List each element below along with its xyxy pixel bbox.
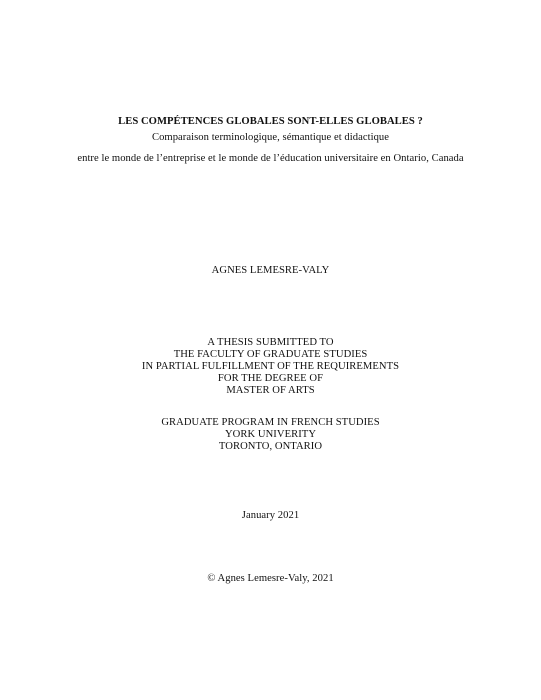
- program-line-3: TORONTO, ONTARIO: [218, 441, 323, 452]
- program-line-2: YORK UNIVERITY: [224, 429, 317, 440]
- thesis-title: LES COMPÉTENCES GLOBALES SONT-ELLES GLOBALES ?: [118, 116, 423, 127]
- thesis-subtitle-line-1: Comparaison terminologique, sémantique et didactique: [151, 132, 390, 143]
- copyright-notice: © Agnes Lemesre-Valy, 2021: [207, 573, 334, 584]
- program-line-1: GRADUATE PROGRAM IN FRENCH STUDIES: [161, 417, 380, 428]
- submission-date: January 2021: [241, 510, 300, 521]
- submission-line-2: THE FACULTY OF GRADUATE STUDIES: [173, 349, 368, 360]
- submission-line-3: IN PARTIAL FULFILLMENT OF THE REQUIREMENTS: [141, 361, 400, 372]
- submission-line-5: MASTER OF ARTS: [226, 385, 315, 396]
- thesis-subtitle-line-2: entre le monde de l’entreprise et le monde de l’éducation universitaire en Ontario, Canada: [77, 153, 464, 164]
- author-name: AGNES LEMESRE-VALY: [211, 265, 330, 276]
- submission-line-1: A THESIS SUBMITTED TO: [207, 337, 334, 348]
- submission-line-4: FOR THE DEGREE OF: [217, 373, 324, 384]
